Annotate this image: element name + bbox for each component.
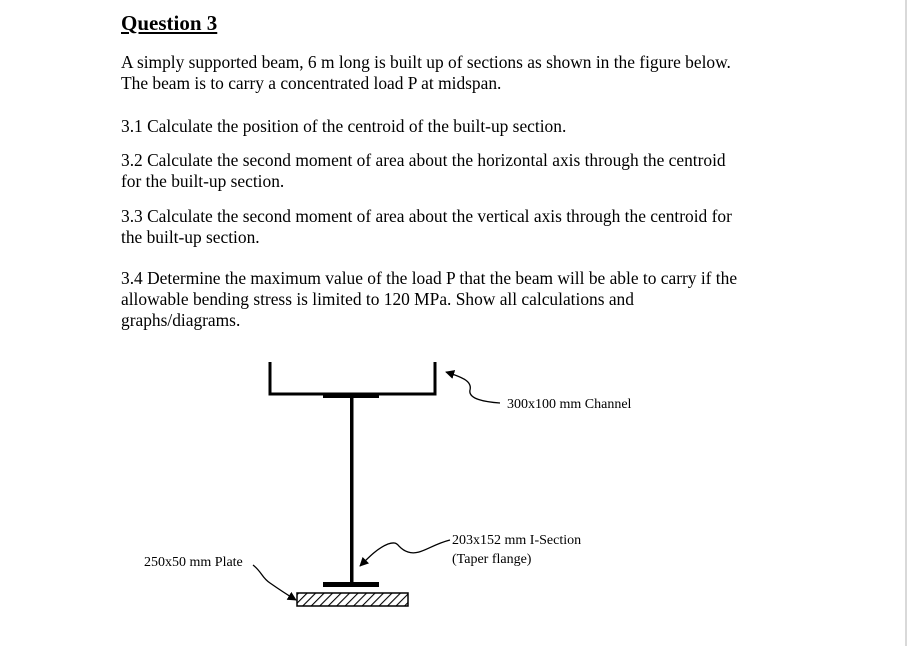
plate-leader-arrow: [253, 565, 296, 600]
isection-leader-arrow: [360, 540, 450, 566]
plate-hatched: [297, 593, 408, 606]
question-title: Question 3: [121, 11, 218, 35]
intro-line-2: The beam is to carry a concentrated load P at midspan.: [121, 73, 502, 93]
isection-label-line-1: 203x152 mm I-Section: [452, 533, 582, 548]
i-section-web: [350, 398, 354, 582]
plate-label: 250x50 mm Plate: [144, 555, 243, 570]
isection-label-line-2: (Taper flange): [452, 552, 532, 567]
channel-leader-arrow: [446, 372, 500, 403]
q32-line-2: for the built-up section.: [121, 171, 285, 191]
i-section-top-flange: [323, 393, 379, 398]
channel-outline: [270, 362, 435, 394]
q33-line-2: the built-up section.: [121, 227, 260, 247]
q34-line-2: allowable bending stress is limited to 120 MPa. Show all calculations and: [121, 289, 634, 309]
q31-text: 3.1 Calculate the position of the centroid of the built-up section.: [121, 116, 567, 136]
q33-line-1: 3.3 Calculate the second moment of area about the vertical axis through the centroid for: [121, 206, 732, 226]
q32-line-1: 3.2 Calculate the second moment of area about the horizontal axis through the centroid: [121, 150, 726, 170]
i-section: [323, 393, 379, 587]
q34-line-1: 3.4 Determine the maximum value of the load P that the beam will be able to carry if the: [121, 268, 738, 288]
i-section-bottom-flange: [323, 582, 379, 587]
intro-line-1: A simply supported beam, 6 m long is built up of sections as shown in the figure below.: [121, 52, 731, 72]
channel-section: [270, 362, 435, 394]
channel-label: 300x100 mm Channel: [507, 397, 632, 412]
q34-line-3: graphs/diagrams.: [121, 310, 241, 330]
page-edge-rule: [905, 0, 907, 646]
plate-section: [297, 593, 408, 606]
